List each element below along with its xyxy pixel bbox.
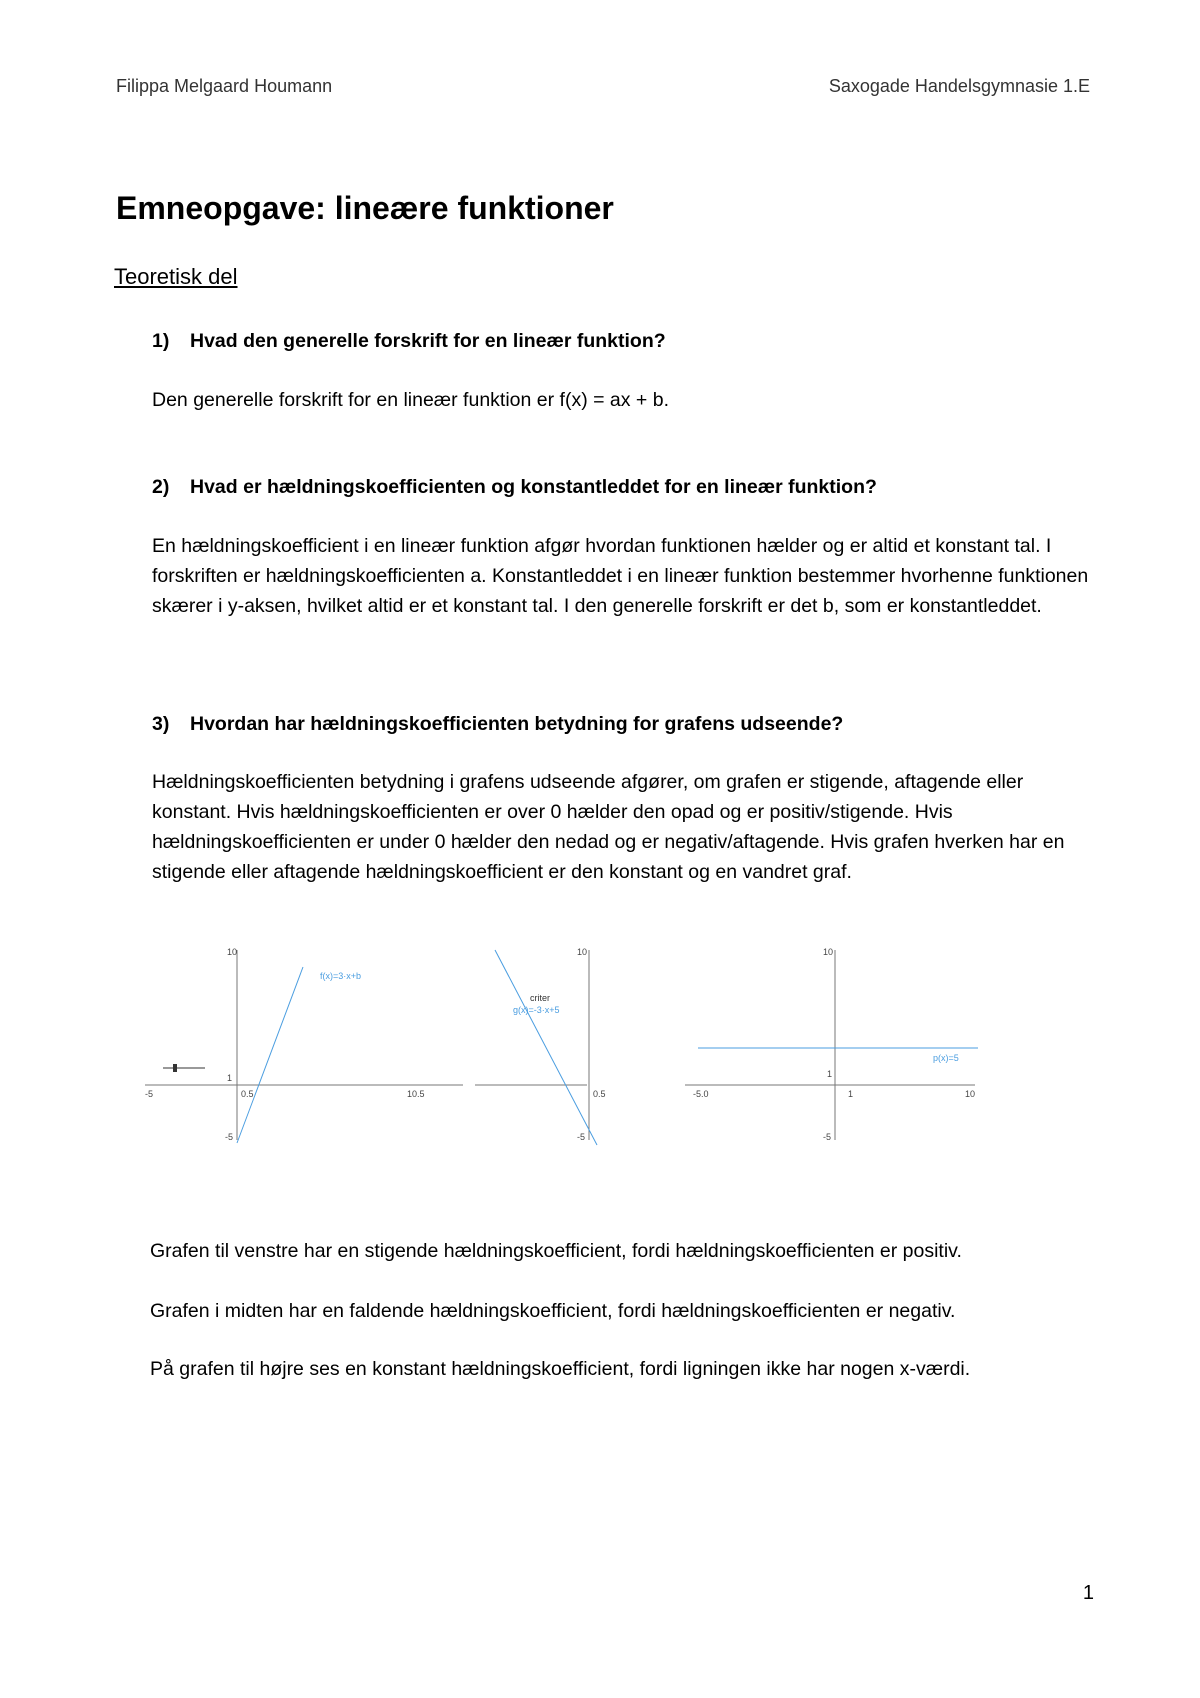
question-number: 1) <box>152 330 170 352</box>
graphs-figure <box>145 935 1080 1150</box>
answer-3: Hældningskoefficienten betydning i grafens udseende afgører, om grafen er stigende, aftagende eller konstant. Hvis hældningskoefficienten er over 0 hælder den opad og er positiv/stigende. Hvis hældningskoefficienten er under 0 hælder den nedad og er negativ/aftagende. Hvis grafen hverken har en stigende eller aftagende hældningskoefficient er den konstant og en vandret graf. <box>152 771 1065 883</box>
extra-label: criter <box>530 993 550 1003</box>
question-text: Hvad den generelle forskrift for en lineær funktion? <box>190 330 666 352</box>
function-line <box>237 967 303 1143</box>
x-tick-left: -5.0 <box>693 1089 709 1099</box>
y-tick-bottom: -5 <box>577 1132 586 1142</box>
page-number: 1 <box>1082 1582 1094 1604</box>
x-tick-mid: 0.5 <box>593 1089 606 1099</box>
graph-left <box>145 947 463 1143</box>
x-tick-right: 10 <box>965 1089 976 1099</box>
section-heading: Teoretisk del <box>114 264 238 289</box>
y-tick-1: 1 <box>827 1069 833 1079</box>
answer-2: En hældningskoefficient i en lineær funktion afgør hvordan funktionen hælder og er altid et konstant tal. I forskriften er hældningskoefficienten a. Konstantleddet i en lineær funktion bestemmer hvorhenne funktionen skærer i y-aksen, hvilket altid er et konstant tal. I den generelle forskrift er det b, som er konstantleddet. <box>152 535 1089 617</box>
function-label: f(x)=3·x+b <box>320 971 362 981</box>
header-author: Filippa Melgaard Houmann <box>116 76 333 96</box>
x-tick-1: 1 <box>848 1089 854 1099</box>
x-tick-right: 10.5 <box>407 1089 425 1099</box>
answer-1: Den generelle forskrift for en lineær funktion er f(x) = ax + b. <box>152 389 669 411</box>
question-text: Hvordan har hældningskoefficienten betydning for grafens udseende? <box>190 713 844 735</box>
question-1 <box>152 330 666 353</box>
question-3 <box>152 713 843 736</box>
conclusion-right: På grafen til højre ses en konstant hældningskoefficient, fordi ligningen ikke har nogen x-værdi. <box>150 1358 971 1380</box>
slider-handle <box>173 1064 177 1072</box>
function-label: p(x)=5 <box>933 1053 959 1063</box>
conclusion-middle: Grafen i midten har en faldende hældningskoefficient, fordi hældningskoefficienten er negativ. <box>150 1300 956 1322</box>
function-line <box>495 950 597 1145</box>
page-title: Emneopgave: lineære funktioner <box>116 190 614 226</box>
question-text: Hvad er hældningskoefficienten og konstantleddet for en lineær funktion? <box>190 476 877 498</box>
question-2 <box>152 476 877 499</box>
graph-middle <box>475 947 606 1145</box>
y-tick-bottom: -5 <box>225 1132 234 1142</box>
y-tick-bottom: -5 <box>823 1132 832 1142</box>
conclusion-left: Grafen til venstre har en stigende hældningskoefficient, fordi hældningskoefficienten er positiv. <box>150 1240 962 1262</box>
x-tick-mid: 0.5 <box>241 1089 254 1099</box>
x-tick-left: -5 <box>145 1089 154 1099</box>
y-tick-top: 10 <box>577 947 588 957</box>
function-label: g(x)=-3·x+5 <box>513 1005 560 1015</box>
question-number: 2) <box>152 476 170 498</box>
y-tick-top: 10 <box>823 947 834 957</box>
question-number: 3) <box>152 713 170 735</box>
graph-right <box>685 947 978 1142</box>
y-tick-top: 10 <box>227 947 238 957</box>
header-school: Saxogade Handelsgymnasie 1.E <box>828 76 1090 96</box>
y-tick-1: 1 <box>227 1073 233 1083</box>
